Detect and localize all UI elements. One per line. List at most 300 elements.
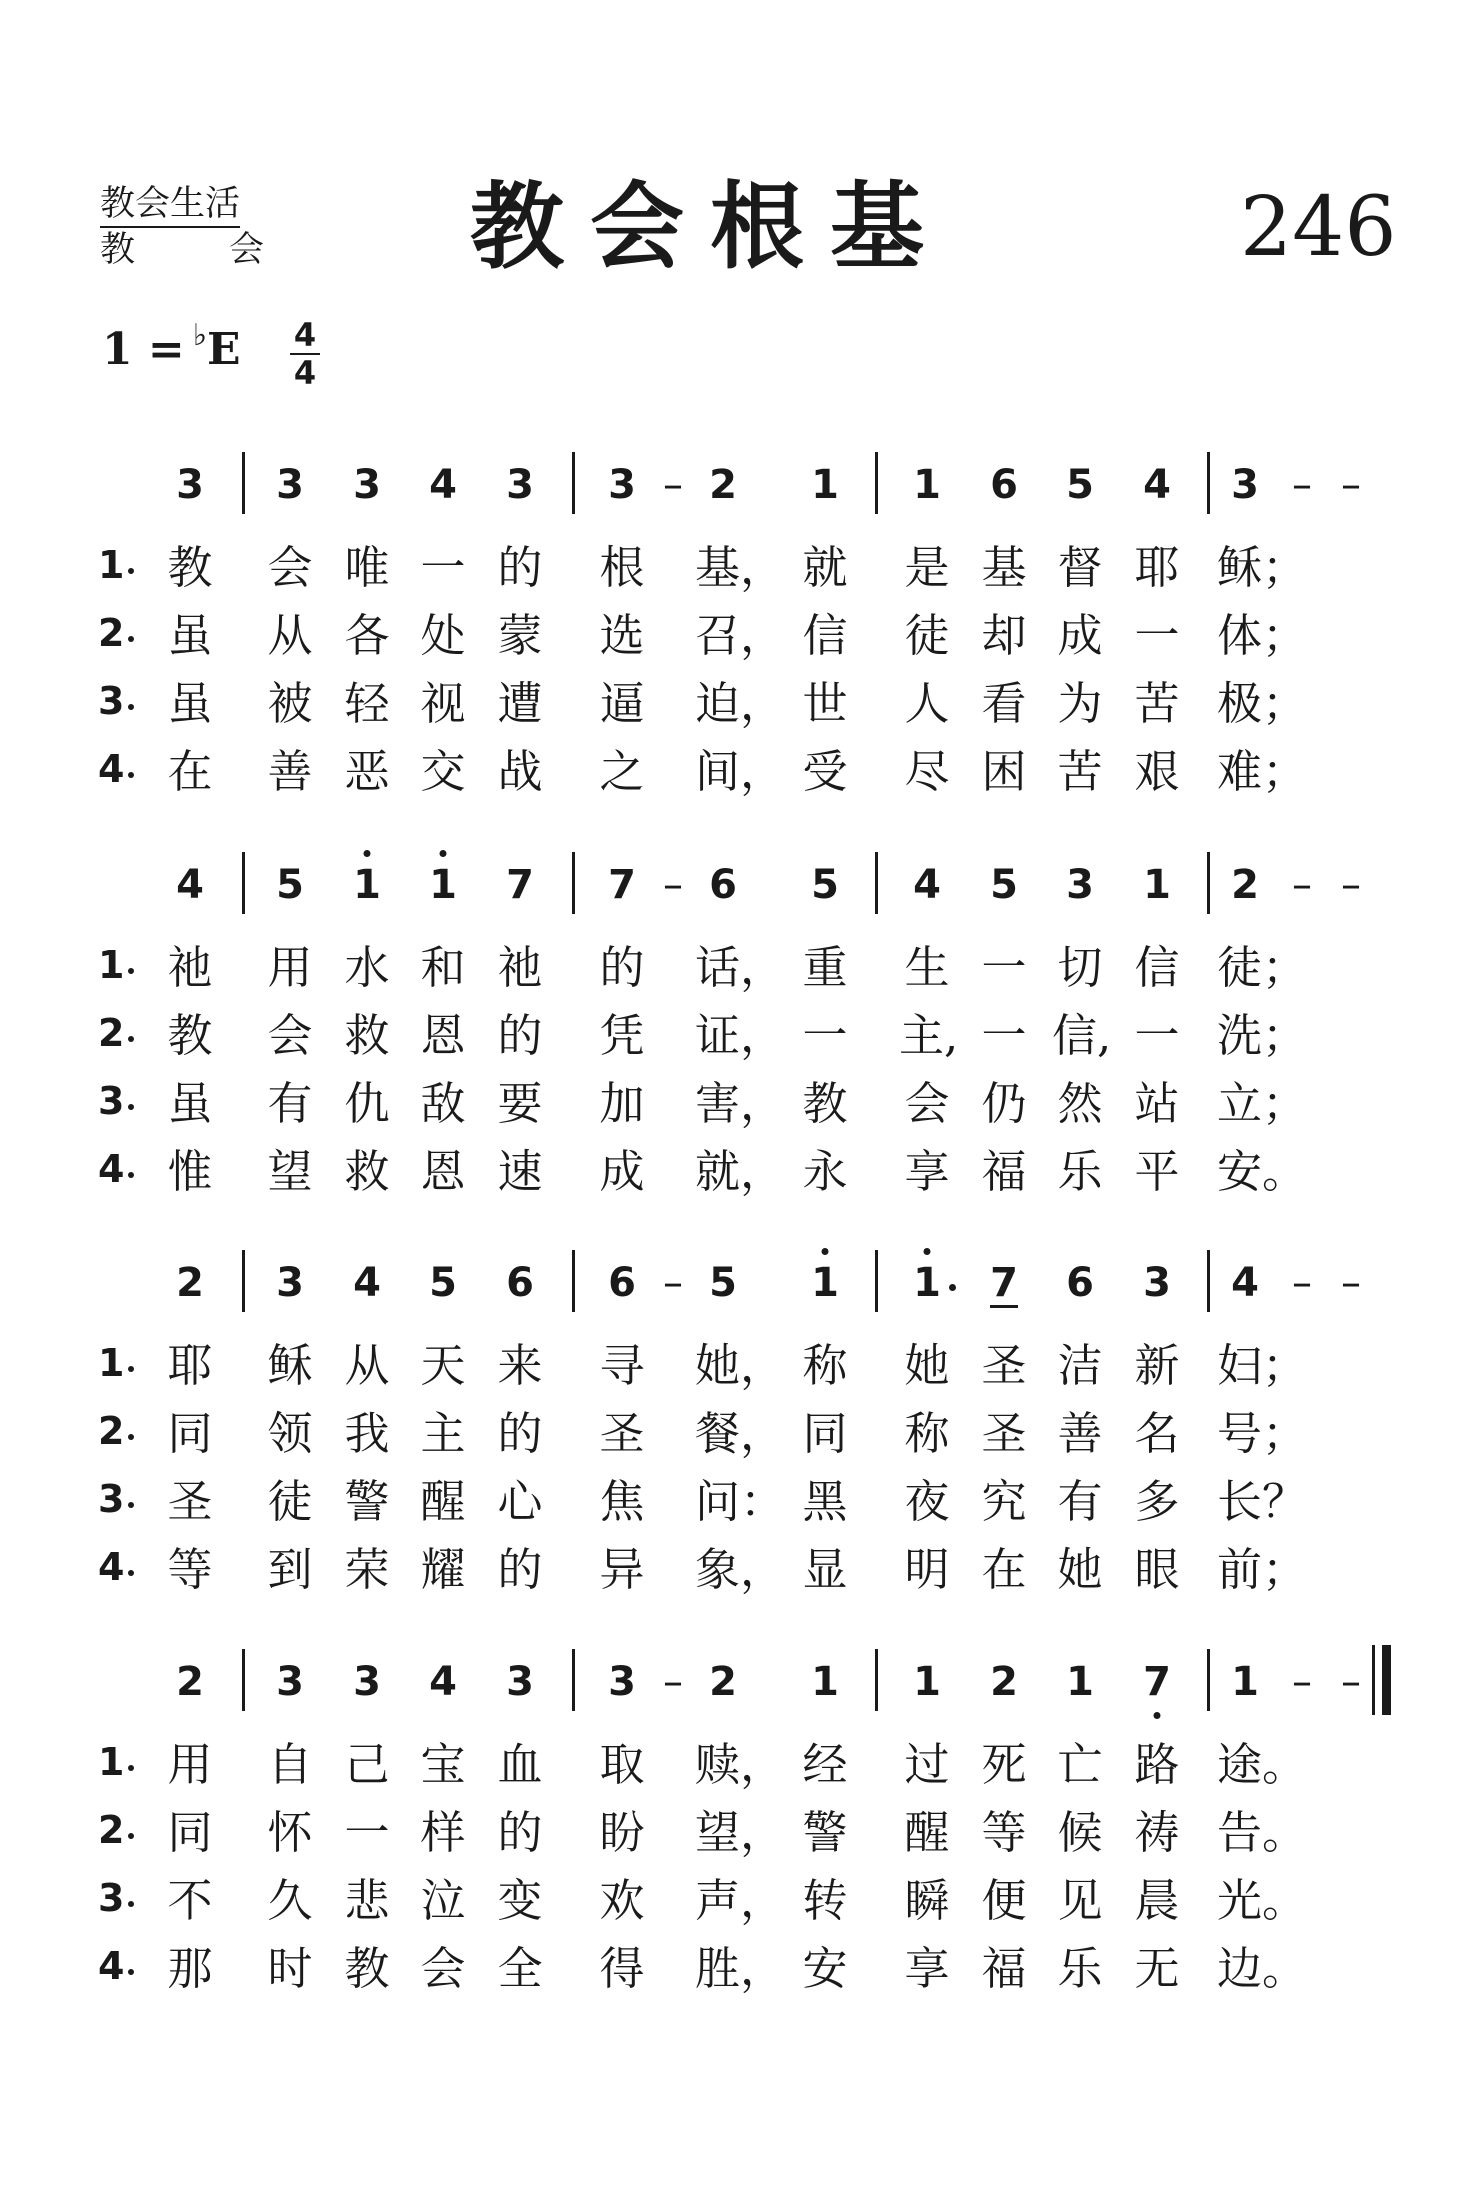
lyric-char: 困 [981, 745, 1027, 798]
note: 3 [1143, 1260, 1171, 1306]
note-dash: – [1292, 862, 1312, 908]
lyric-char: 用 [167, 1738, 213, 1791]
lyric-char: 艰 [1134, 745, 1180, 798]
lyric-char: 荣 [344, 1543, 390, 1596]
lyric-char: 就 [802, 541, 848, 594]
lyric-char: 主 [420, 1407, 466, 1460]
lyric-char: 极； [1217, 677, 1308, 730]
lyric-char: 迫， [695, 677, 786, 730]
note-dash: – [1292, 1260, 1312, 1306]
lyric-char: 享 [904, 1942, 950, 1995]
lyric-char: 徒； [1217, 941, 1308, 994]
time-denominator: 4 [293, 354, 317, 392]
verse-number: 2 [98, 1011, 125, 1055]
note: 1 [913, 1659, 941, 1705]
lyric-char: 的 [497, 1806, 543, 1859]
lyric-char: 各 [344, 609, 390, 662]
barline [242, 1649, 245, 1711]
lyric-char: 异 [599, 1543, 645, 1596]
lyric-char: 信, [1052, 1009, 1112, 1062]
lyric-char: 名 [1134, 1407, 1180, 1460]
lyric-char: 路 [1134, 1738, 1180, 1791]
barline [1207, 1649, 1210, 1711]
verse-number-dot [128, 704, 134, 710]
barline [242, 1250, 245, 1312]
lyric-char: 光。 [1217, 1874, 1308, 1927]
lyric-char: 福 [981, 1942, 1027, 1995]
note: 5 [429, 1260, 457, 1306]
lyric-char: 世 [802, 677, 848, 730]
lyric-char: 唯 [344, 541, 390, 594]
lyric-char: 一 [1134, 1009, 1180, 1062]
lyric-char: 平 [1134, 1145, 1180, 1198]
note: 1 [1066, 1659, 1094, 1705]
lyric-char: 为 [1057, 677, 1103, 730]
verse-number-dot [128, 636, 134, 642]
lyric-char: 同 [167, 1407, 213, 1460]
lyric-char: 欢 [599, 1874, 645, 1927]
lyric-char: 泣 [420, 1874, 466, 1927]
lyric-char: 妇； [1217, 1339, 1308, 1392]
category-bottom-1: 教 [100, 230, 136, 270]
lyric-char: 经 [802, 1738, 848, 1791]
lyric-char: 圣 [167, 1475, 213, 1528]
lyric-char: 被 [267, 677, 313, 730]
verse-number-dot [128, 1502, 134, 1508]
verse-number: 1 [98, 1341, 125, 1385]
lyric-char: 前； [1217, 1543, 1308, 1596]
final-barline-thick [1382, 1645, 1391, 1715]
note-dash: – [663, 462, 683, 508]
lyric-char: 一 [802, 1009, 848, 1062]
lyric-char: 样 [420, 1806, 466, 1859]
key-signature [102, 318, 241, 378]
verse-number-dot [128, 1104, 134, 1110]
lyric-char: 乐 [1057, 1145, 1103, 1198]
note: 3 [353, 1659, 381, 1705]
note: 2 [709, 1659, 737, 1705]
lyric-char: 警 [344, 1475, 390, 1528]
note: 6 [1066, 1260, 1094, 1306]
lyric-char: 证， [695, 1009, 786, 1062]
lyric-char: 号； [1217, 1407, 1308, 1460]
note: 1 [413, 860, 473, 910]
lyric-char: 主, [899, 1009, 959, 1062]
lyric-char: 恩 [420, 1009, 466, 1062]
lyric-char: 徒 [904, 609, 950, 662]
lyric-char: 却 [981, 609, 1027, 662]
octave-dot-above [440, 850, 447, 857]
verse-number-dot [128, 1833, 134, 1839]
lyric-char: 从 [267, 609, 313, 662]
lyric-char: 处 [420, 609, 466, 662]
lyric-char: 取 [599, 1738, 645, 1791]
note-dash: – [1292, 462, 1312, 508]
note: 4 [429, 462, 457, 508]
lyric-char: 称 [904, 1407, 950, 1460]
note: 4 [353, 1260, 381, 1306]
lyric-char: 虽 [167, 1077, 213, 1130]
verse-number-dot [128, 1172, 134, 1178]
lyric-char: 仍 [981, 1077, 1027, 1130]
lyric-char: 焦 [599, 1475, 645, 1528]
lyric-char: 福 [981, 1145, 1027, 1198]
lyric-char: 仇 [344, 1077, 390, 1130]
lyric-char: 究 [981, 1475, 1027, 1528]
lyric-char: 善 [267, 745, 313, 798]
lyric-char: 之 [599, 745, 645, 798]
time-numerator: 4 [293, 316, 317, 354]
lyric-char: 变 [497, 1874, 543, 1927]
lyric-char: 亡 [1057, 1738, 1103, 1791]
lyric-char: 在 [167, 745, 213, 798]
lyric-char: 赎， [695, 1738, 786, 1791]
lyric-char: 水 [344, 941, 390, 994]
lyric-char: 的 [497, 1407, 543, 1460]
lyric-char: 的 [497, 1009, 543, 1062]
lyric-char: 用 [267, 941, 313, 994]
lyric-char: 耶 [167, 1339, 213, 1392]
lyric-char: 祂 [167, 941, 213, 994]
note: 3 [353, 462, 381, 508]
lyric-char: 她 [1057, 1543, 1103, 1596]
note: 2 [176, 1659, 204, 1705]
note: 3 [176, 462, 204, 508]
lyric-char: 一 [344, 1806, 390, 1859]
lyric-char: 己 [344, 1738, 390, 1791]
lyric-char: 祷 [1134, 1806, 1180, 1859]
barline [572, 852, 575, 914]
lyric-char: 然 [1057, 1077, 1103, 1130]
lyric-char: 交 [420, 745, 466, 798]
lyric-char: 惟 [167, 1145, 213, 1198]
lyric-char: 的 [599, 941, 645, 994]
verse-number: 4 [98, 747, 125, 791]
lyric-char: 明 [904, 1543, 950, 1596]
note: 1 [897, 1258, 957, 1308]
lyric-char: 祂 [497, 941, 543, 994]
lyric-char: 来 [497, 1339, 543, 1392]
verse-number: 2 [98, 611, 125, 655]
lyric-char: 显 [802, 1543, 848, 1596]
barline [875, 1250, 878, 1312]
note: 4 [913, 862, 941, 908]
verse-number-dot [128, 1901, 134, 1907]
lyric-char: 天 [420, 1339, 466, 1392]
lyric-char: 全 [497, 1942, 543, 1995]
lyric-char: 稣； [1217, 541, 1308, 594]
verse-number: 2 [98, 1409, 125, 1453]
lyric-char: 领 [267, 1407, 313, 1460]
lyric-char: 久 [267, 1874, 313, 1927]
lyric-char: 和 [420, 941, 466, 994]
eighth-underline [990, 1305, 1018, 1308]
note: 7 [506, 862, 534, 908]
lyric-char: 救 [344, 1145, 390, 1198]
note: 3 [276, 462, 304, 508]
note: 3 [1066, 862, 1094, 908]
verse-number-dot [128, 1366, 134, 1372]
lyric-char: 问： [695, 1475, 786, 1528]
octave-dot-above [364, 850, 371, 857]
lyric-char: 基 [981, 541, 1027, 594]
note: 7 [1127, 1657, 1187, 1707]
augmentation-dot [949, 1284, 956, 1291]
lyric-char: 徒 [267, 1475, 313, 1528]
barline [242, 452, 245, 514]
lyric-char: 同 [802, 1407, 848, 1460]
lyric-char: 耀 [420, 1543, 466, 1596]
note: 3 [608, 1659, 636, 1705]
verse-number-dot [128, 1036, 134, 1042]
lyric-char: 等 [167, 1543, 213, 1596]
hymn-number: 246 [1240, 180, 1397, 275]
verse-number: 3 [98, 679, 125, 723]
note: 1 [811, 1659, 839, 1705]
lyric-char: 得 [599, 1942, 645, 1995]
verse-number: 3 [98, 1876, 125, 1920]
lyric-char: 心 [497, 1475, 543, 1528]
lyric-char: 重 [802, 941, 848, 994]
note: 2 [990, 1659, 1018, 1705]
barline [875, 852, 878, 914]
note: 4 [1231, 1260, 1259, 1306]
verse-number: 1 [98, 1740, 125, 1784]
note: 2 [176, 1260, 204, 1306]
lyric-char: 无 [1134, 1942, 1180, 1995]
verse-number-dot [128, 568, 134, 574]
lyric-char: 边。 [1217, 1942, 1308, 1995]
lyric-char: 话， [695, 941, 786, 994]
barline [242, 852, 245, 914]
lyric-char: 就， [695, 1145, 786, 1198]
lyric-char: 死 [981, 1738, 1027, 1791]
lyric-char: 教 [167, 541, 213, 594]
lyric-char: 体； [1217, 609, 1308, 662]
octave-dot-below [1154, 1712, 1161, 1719]
verse-number: 4 [98, 1944, 125, 1988]
hymn-title: 教会根基 [470, 172, 951, 282]
barline [572, 1250, 575, 1312]
lyric-char: 醒 [420, 1475, 466, 1528]
lyric-char: 怀 [267, 1806, 313, 1859]
lyric-char: 新 [1134, 1339, 1180, 1392]
note: 7 [990, 1260, 1018, 1306]
lyric-char: 过 [904, 1738, 950, 1791]
lyric-char: 恩 [420, 1145, 466, 1198]
lyric-char: 耶 [1134, 541, 1180, 594]
lyric-char: 在 [981, 1543, 1027, 1596]
lyric-char: 餐， [695, 1407, 786, 1460]
note: 3 [506, 1659, 534, 1705]
note: 5 [990, 862, 1018, 908]
note: 1 [913, 462, 941, 508]
lyric-char: 一 [420, 541, 466, 594]
lyric-char: 圣 [981, 1407, 1027, 1460]
lyric-char: 瞬 [904, 1874, 950, 1927]
lyric-char: 到 [267, 1543, 313, 1596]
lyric-char: 象， [695, 1543, 786, 1596]
note: 3 [608, 462, 636, 508]
note: 5 [1066, 462, 1094, 508]
lyric-char: 速 [497, 1145, 543, 1198]
lyric-char: 生 [904, 941, 950, 994]
verse-number: 3 [98, 1477, 125, 1521]
note-dash: – [1341, 462, 1361, 508]
lyric-char: 便 [981, 1874, 1027, 1927]
lyric-char: 的 [497, 1543, 543, 1596]
lyric-char: 视 [420, 677, 466, 730]
lyric-char: 一 [981, 1009, 1027, 1062]
lyric-char: 信 [802, 609, 848, 662]
category-top: 教会生活 [100, 182, 240, 228]
lyric-char: 眼 [1134, 1543, 1180, 1596]
note-dash: – [663, 862, 683, 908]
lyric-char: 信 [1134, 941, 1180, 994]
barline [1207, 1250, 1210, 1312]
lyric-char: 圣 [599, 1407, 645, 1460]
lyric-char: 看 [981, 677, 1027, 730]
key-letter: E [206, 324, 241, 375]
lyric-char: 望 [267, 1145, 313, 1198]
lyric-char: 难； [1217, 745, 1308, 798]
barline [875, 452, 878, 514]
lyric-char: 救 [344, 1009, 390, 1062]
category-bottom [100, 228, 264, 272]
lyric-char: 尽 [904, 745, 950, 798]
lyric-char: 会 [904, 1077, 950, 1130]
lyric-char: 黑 [802, 1475, 848, 1528]
lyric-char: 轻 [344, 677, 390, 730]
lyric-char: 会 [267, 1009, 313, 1062]
lyric-char: 教 [344, 1942, 390, 1995]
note: 2 [1231, 862, 1259, 908]
lyric-char: 稣 [267, 1339, 313, 1392]
barline [1207, 452, 1210, 514]
verse-number-dot [128, 1570, 134, 1576]
final-barline-thin [1372, 1645, 1375, 1715]
lyric-char: 她 [904, 1339, 950, 1392]
note: 3 [276, 1659, 304, 1705]
note: 4 [429, 1659, 457, 1705]
verse-number: 3 [98, 1079, 125, 1123]
lyric-char: 称 [802, 1339, 848, 1392]
lyric-char: 有 [267, 1077, 313, 1130]
note: 1 [1231, 1659, 1259, 1705]
lyric-char: 敌 [420, 1077, 466, 1130]
lyric-char: 会 [267, 541, 313, 594]
note: 5 [811, 862, 839, 908]
lyric-char: 多 [1134, 1475, 1180, 1528]
note: 3 [506, 462, 534, 508]
lyric-char: 蒙 [497, 609, 543, 662]
lyric-char: 不 [167, 1874, 213, 1927]
octave-dot-above [822, 1248, 829, 1255]
lyric-char: 遭 [497, 677, 543, 730]
lyric-char: 会 [420, 1942, 466, 1995]
note: 2 [709, 462, 737, 508]
lyric-char: 圣 [981, 1339, 1027, 1392]
lyric-char: 安 [802, 1942, 848, 1995]
flat-sign: ♭ [192, 318, 207, 353]
lyric-char: 根 [599, 541, 645, 594]
lyric-char: 望， [695, 1806, 786, 1859]
lyric-char: 加 [599, 1077, 645, 1130]
verse-number: 4 [98, 1545, 125, 1589]
lyric-char: 是 [904, 541, 950, 594]
lyric-char: 基， [695, 541, 786, 594]
barline [1207, 852, 1210, 914]
lyric-char: 盼 [599, 1806, 645, 1859]
lyric-char: 悲 [344, 1874, 390, 1927]
lyric-char: 警 [802, 1806, 848, 1859]
lyric-char: 宝 [420, 1738, 466, 1791]
note: 6 [709, 862, 737, 908]
note: 1 [795, 1258, 855, 1308]
lyric-char: 成 [599, 1145, 645, 1198]
note: 4 [176, 862, 204, 908]
verse-number-dot [128, 1969, 134, 1975]
verse-number: 1 [98, 543, 125, 587]
note-dash: – [1341, 1659, 1361, 1705]
lyric-char: 教 [167, 1009, 213, 1062]
lyric-char: 等 [981, 1806, 1027, 1859]
lyric-char: 候 [1057, 1806, 1103, 1859]
note-dash: – [1341, 862, 1361, 908]
barline [875, 1649, 878, 1711]
note: 5 [709, 1260, 737, 1306]
lyric-char: 站 [1134, 1077, 1180, 1130]
verse-number: 4 [98, 1147, 125, 1191]
note: 6 [608, 1260, 636, 1306]
lyric-char: 切 [1057, 941, 1103, 994]
lyric-char: 告。 [1217, 1806, 1308, 1859]
verse-number: 1 [98, 943, 125, 987]
note: 4 [1143, 462, 1171, 508]
lyric-char: 时 [267, 1942, 313, 1995]
lyric-char: 凭 [599, 1009, 645, 1062]
verse-number-dot [128, 772, 134, 778]
octave-dot-above [924, 1248, 931, 1255]
category-bottom-2: 会 [228, 230, 264, 270]
lyric-char: 恶 [344, 745, 390, 798]
lyric-char: 自 [267, 1738, 313, 1791]
note: 6 [506, 1260, 534, 1306]
lyric-char: 召， [695, 609, 786, 662]
time-signature [290, 318, 320, 390]
note: 1 [337, 860, 397, 910]
lyric-char: 苦 [1134, 677, 1180, 730]
lyric-char: 一 [1134, 609, 1180, 662]
note-dash: – [663, 1659, 683, 1705]
lyric-char: 见 [1057, 1874, 1103, 1927]
lyric-char: 她， [695, 1339, 786, 1392]
note-dash: – [1341, 1260, 1361, 1306]
lyric-char: 安。 [1217, 1145, 1308, 1198]
lyric-char: 醒 [904, 1806, 950, 1859]
verse-number: 2 [98, 1808, 125, 1852]
lyric-char: 胜， [695, 1942, 786, 1995]
lyric-char: 长？ [1217, 1475, 1308, 1528]
lyric-char: 寻 [599, 1339, 645, 1392]
lyric-char: 永 [802, 1145, 848, 1198]
lyric-char: 洗； [1217, 1009, 1308, 1062]
lyric-char: 受 [802, 745, 848, 798]
lyric-char: 享 [904, 1145, 950, 1198]
lyric-char: 声， [695, 1874, 786, 1927]
lyric-char: 善 [1057, 1407, 1103, 1460]
lyric-char: 转 [802, 1874, 848, 1927]
